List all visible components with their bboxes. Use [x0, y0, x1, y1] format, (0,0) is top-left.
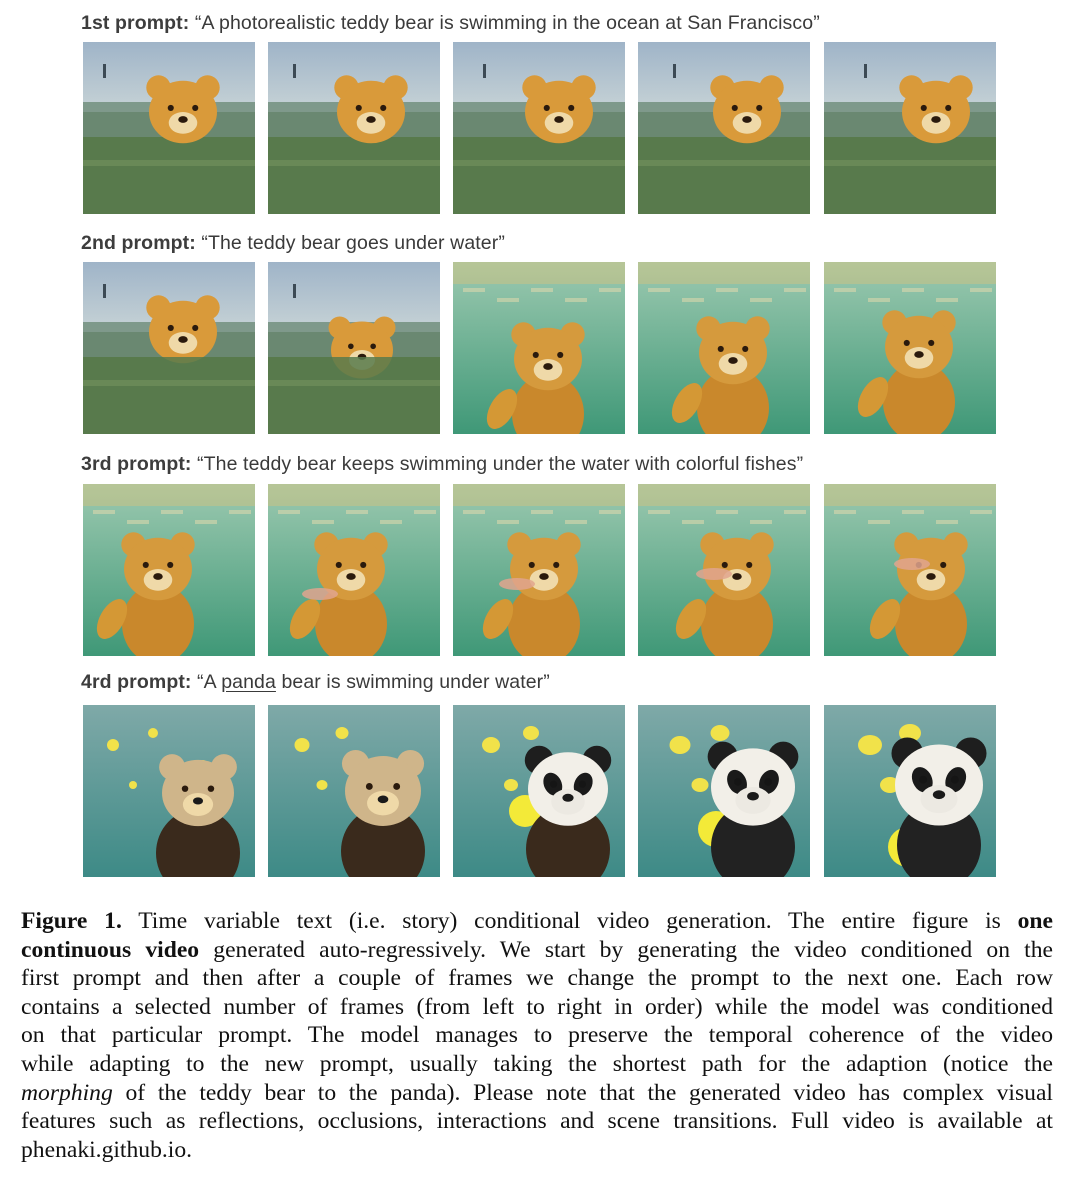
- video-frame: [268, 484, 440, 656]
- video-frame: [83, 705, 255, 877]
- prompt-text: “The teddy bear keeps swimming under the water with colorful fishes”: [197, 453, 804, 475]
- caption-line: [21, 907, 1053, 936]
- caption-line: [21, 993, 1053, 1022]
- caption-text: of the teddy bear to the panda). Please note that the generated video has complex visual: [112, 1079, 1053, 1106]
- caption-line: [21, 1079, 1053, 1108]
- video-frame: [268, 42, 440, 214]
- caption-italic-text: morphing: [21, 1079, 113, 1106]
- caption-text: on that particular prompt. The model manages to preserve the temporal coherence of the video: [21, 1022, 1053, 1049]
- prompt-4: [81, 671, 550, 694]
- prompt-2: [81, 232, 505, 255]
- prompt-text: [197, 671, 550, 693]
- prompt-label: 3rd prompt:: [81, 453, 192, 475]
- video-frame: [638, 262, 810, 434]
- frame-row-3: [83, 484, 997, 656]
- prompt-text-end: bear is swimming under water”: [275, 671, 550, 693]
- video-frame: [83, 484, 255, 656]
- prompt-3: [81, 453, 803, 476]
- caption-line: [21, 964, 1053, 993]
- video-frame: [824, 262, 996, 434]
- frame-row-1: [83, 42, 997, 214]
- caption-line: [21, 1136, 1053, 1165]
- video-frame: [268, 262, 440, 434]
- prompt-text: “The teddy bear goes under water”: [201, 232, 505, 254]
- caption-bold-text: continuous video: [21, 936, 200, 963]
- video-frame: [824, 705, 996, 877]
- prompt-1: [81, 12, 820, 35]
- video-frame: [824, 484, 996, 656]
- video-frame: [83, 42, 255, 214]
- frame-row-2: [83, 262, 997, 434]
- video-frame: [453, 42, 625, 214]
- prompt-label: 2nd prompt:: [81, 232, 196, 254]
- caption-line: [21, 1050, 1053, 1079]
- caption-bold-text: one: [1017, 908, 1053, 934]
- caption-text: phenaki.github.io.: [21, 1136, 193, 1163]
- caption-text: generated auto-regressively. We start by generating the video conditioned on the: [199, 936, 1054, 963]
- caption-line: [21, 1107, 1053, 1136]
- video-frame: [638, 484, 810, 656]
- video-frame: [268, 705, 440, 877]
- video-frame: [638, 42, 810, 214]
- prompt-text-start: “A: [197, 671, 222, 693]
- prompt-label: 1st prompt:: [81, 12, 190, 34]
- prompt-label: 4rd prompt:: [81, 671, 192, 693]
- caption-text: contains a selected number of frames (from left to right in order) while the model was conditioned: [21, 993, 1053, 1020]
- video-frame: [824, 42, 996, 214]
- video-frame: [83, 262, 255, 434]
- video-frame: [453, 262, 625, 434]
- video-frame: [638, 705, 810, 877]
- caption-line: [21, 1021, 1053, 1050]
- caption-text: while adapting to the new prompt, usually taking the shortest path for the adaption (notice the: [21, 1050, 1053, 1077]
- video-frame: [453, 705, 625, 877]
- frame-row-4: [83, 705, 997, 877]
- prompt-text: “A photorealistic teddy bear is swimming in the ocean at San Francisco”: [194, 12, 820, 34]
- caption-text: Time variable text (i.e. story) conditional video generation. The entire figure is: [121, 908, 1018, 934]
- caption-bold-text: Figure 1.: [21, 908, 122, 934]
- prompt-underlined-word: panda: [221, 671, 276, 693]
- figure-caption: [21, 907, 1053, 1164]
- caption-text: first prompt and then after a couple of frames we change the prompt to the next one. Each row: [21, 965, 1053, 992]
- video-frame: [453, 484, 625, 656]
- caption-line: [21, 936, 1053, 965]
- caption-text: features such as reflections, occlusions, interactions and scene transitions. Full video is available at: [21, 1108, 1053, 1135]
